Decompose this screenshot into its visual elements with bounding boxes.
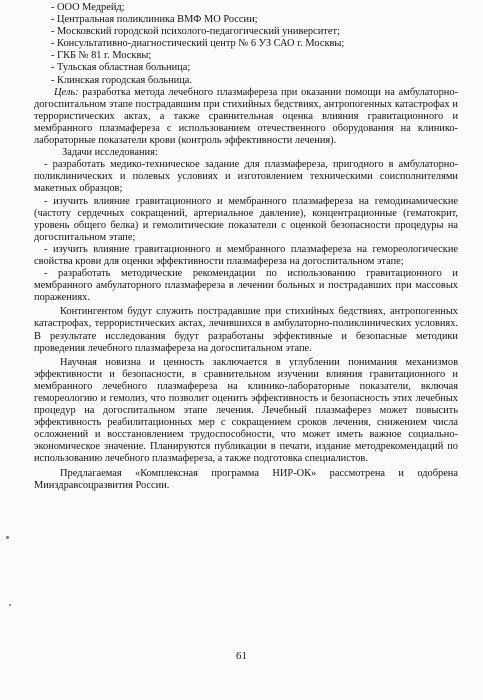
text-column bbox=[34, 2, 458, 492]
scan-speck bbox=[9, 604, 11, 606]
page-number: 61 bbox=[236, 650, 247, 662]
list-item: - ГКБ № 81 г. Москвы; bbox=[51, 50, 152, 62]
list-item: - Московский городской психолого-педагогический университет; bbox=[51, 26, 340, 38]
list-item: - Тульская областная больница; bbox=[51, 62, 191, 74]
organization-list bbox=[34, 2, 458, 87]
contingent-paragraph: Контингентом будут служить пострадавшие при стихийных бедствиях, антропогенных катастрофах, террористических актах, лечившихся в амбулаторно-поликлинических условиях. В результате исследования будут разработаны эффективные и безопасные методики проведения лечебного плазмафереза на догоспитальном этапе. bbox=[34, 306, 458, 354]
list-item: - ООО Медрейд; bbox=[51, 2, 125, 13]
task-item: - разработать медико-техническое задание для плазмафереза, пригодного в амбулаторно-поликлинических и полевых условиях и изготовлением техническими соисполнителями макетных образцов; bbox=[34, 159, 458, 195]
task-item: - изучить влияние гравитационного и мембранного плазмафереза на гемореологические свойства крови для оценки эффективности плазмафереза на догоспитальном этапе; bbox=[34, 243, 458, 267]
goal-text: разработка метода лечебного плазмафереза при оказании помощи на амбулаторно-догоспитальном этапе пострадавшим при стихийных бедствиях, антропогенных катастрофах и террористических актах, а также сравнительная оценка влияния гравитационного и мембранного плазмафереза с использованием отечественного оборудования на клинико-лабораторные показатели крови (контроль эффективности лечения). bbox=[34, 86, 458, 147]
task-item: - изучить влияние гравитационного и мембранного плазмафереза на гемодинамические (частоту сердечных сокращений, артериальное давление), концентрационные (гематокрит, уровень общего белка) и гемолитические показатели с оценкой безопасности процедуры на догоспитальном этапе; bbox=[34, 195, 458, 243]
list-item: - Клинская городская больница. bbox=[51, 74, 193, 86]
list-item: - Центральная поликлиника ВМФ МО России; bbox=[51, 14, 258, 26]
task-item: - разработать методические рекомендации по использованию гравитационного и мембранного амбулаторного плазмафереза в лечении больных и пострадавших при массовых поражениях. bbox=[34, 268, 458, 304]
tasks-heading: Задачи исследования: bbox=[62, 147, 158, 159]
scan-speck bbox=[6, 536, 9, 539]
closing-paragraph: Предлагаемая «Комплексная программа НИР-ОК» рассмотрена и одобрена Минздравсоцразвития России. bbox=[34, 467, 458, 491]
list-item: - Консультативно-диагностический центр № 6 УЗ САО г. Москвы; bbox=[51, 38, 345, 50]
goal-label: Цель: bbox=[54, 86, 79, 98]
novelty-paragraph: Научная новизна и ценность заключается в углублении понимания механизмов эффективности и безопасности, в сравнительном изучении влияния гравитационного и мембранного лечебного плазмафереза на клинико-лабораторные показатели, включая гемореологию и гемолиз, что позволит оценить эффективность и безопасность этих лечебных процедур на догоспитальном этапе лечения. Лечебный плазмаферез может повысить эффективность реабилитационных мер с сокращением сроков лечения, снижением числа осложнений и восстановлением трудоспособности, что может иметь важное социально-экономическое значение. Планируются публикации в печати, издание методрекомендаций по использованию лечебного плазмафереза, а также подготовка специалистов. bbox=[34, 356, 458, 465]
goal-paragraph bbox=[34, 87, 458, 147]
